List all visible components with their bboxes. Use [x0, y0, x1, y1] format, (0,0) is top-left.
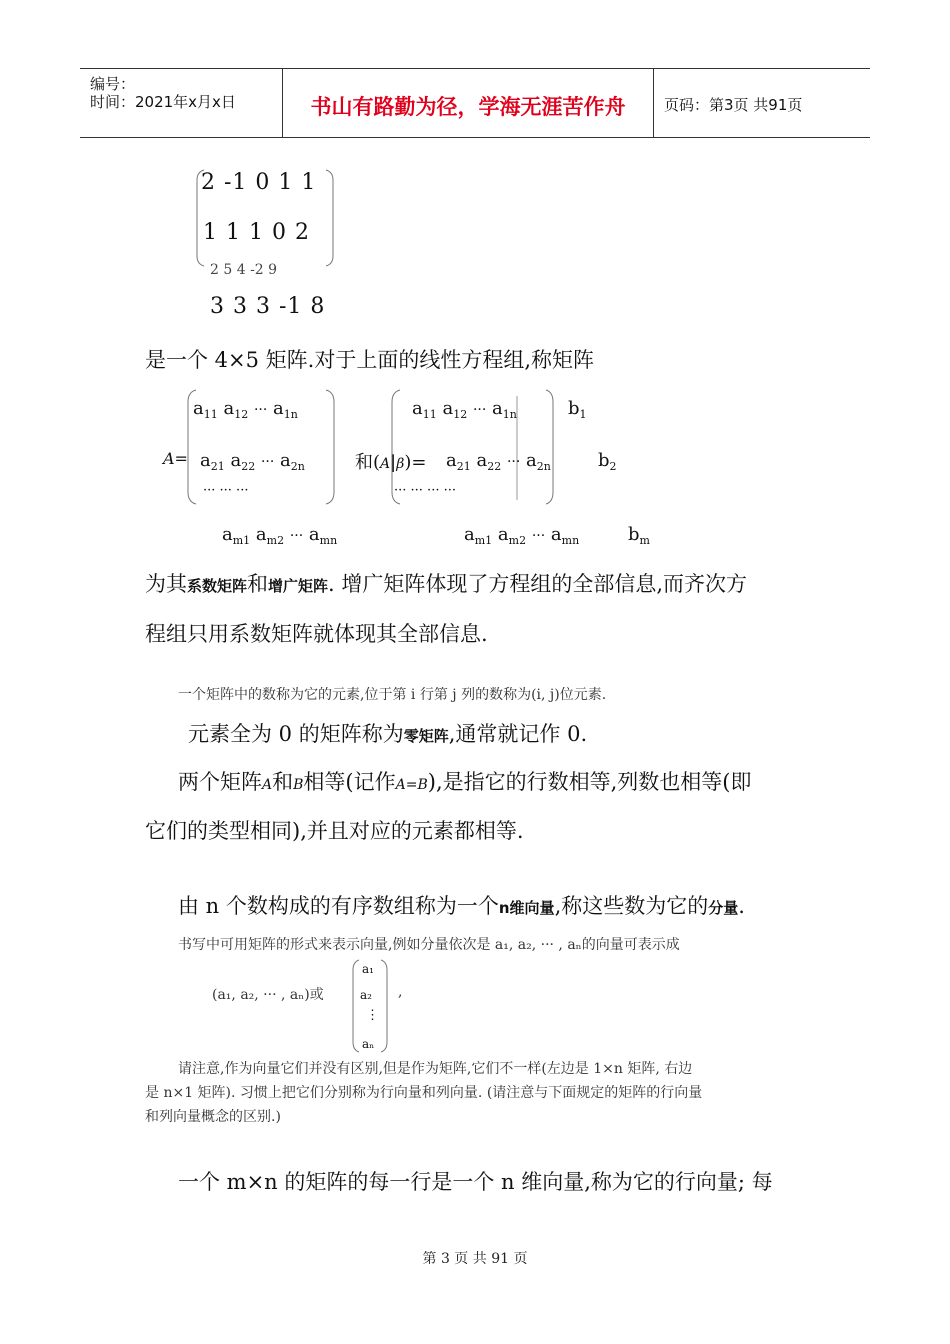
paragraph-vector-definition: 由 n 个数构成的有序数组称为一个n维向量,称这些数为它的分量.	[178, 894, 745, 918]
paragraph-matrix-names: 为其系数矩阵和增广矩阵. 增广矩阵体现了方程组的全部信息,而齐次方	[145, 572, 748, 596]
paragraph-element-definition: 一个矩阵中的数称为它的元素,位于第 i 行第 j 列的数称为(i, j)位元素.	[178, 687, 607, 703]
aug-row-m: $a_{m1}$ $a_{m2}$ ··· $a_{mn}$	[464, 524, 580, 547]
aug-bm: $b_m$	[628, 524, 650, 547]
coef-row-2: $a_{21}$ $a_{22}$ ··· $a_{2n}$	[200, 450, 305, 473]
document-number-label: 编号：	[90, 75, 136, 93]
matrix-row-1: 2 -1 0 1 1	[201, 170, 317, 195]
coefficient-matrix-label: A=	[163, 449, 188, 468]
matrix-row-2: 1 1 1 0 2	[203, 220, 310, 245]
header-motto-cell	[283, 69, 654, 137]
paragraph-vector-notation: 书写中可用矩阵的形式来表示向量,例如分量依次是 a₁, a₂, ··· , aₙ的向量可表示成	[178, 937, 680, 953]
paragraph-row-vector: 一个 m×n 的矩阵的每一行是一个 n 维向量,称为它的行向量; 每	[178, 1170, 773, 1194]
document-header	[80, 68, 870, 138]
column-vector-comma: ,	[398, 984, 403, 1000]
page-footer: 第 3 页 共 91 页	[422, 1251, 528, 1267]
paragraph-note-line1: 请注意,作为向量它们并没有区别,但是作为矩阵,它们不一样(左边是 1×n 矩阵, 右边	[178, 1061, 693, 1077]
aug-row-1: $a_{11}$ $a_{12}$ ··· $a_{1n}$	[412, 398, 517, 421]
aug-b2: $b_2$	[598, 450, 617, 473]
matrix-row-3: 2 5 4 -2 9	[210, 262, 278, 278]
coef-row-1: $a_{11}$ $a_{12}$ ··· $a_{1n}$	[193, 398, 298, 421]
header-page-label: 页码：第3页 共91页	[664, 96, 803, 114]
paragraph-matrix-equality: 两个矩阵A和B相等(记作A=B),是指它的行数相等,列数也相等(即	[178, 770, 752, 794]
coef-row-m: $a_{m1}$ $a_{m2}$ ··· $a_{mn}$	[222, 524, 338, 547]
paragraph-zero-matrix: 元素全为 0 的矩阵称为零矩阵,通常就记作 0.	[188, 722, 588, 746]
column-vector-entry-2: a₂	[360, 988, 372, 1002]
row-vector-example: (a₁, a₂, ··· , aₙ)或	[212, 987, 324, 1003]
matrix-row-4: 3 3 3 -1 8	[210, 294, 326, 319]
aug-b1: $b_1$	[568, 398, 587, 421]
header-motto: 书山有路勤为径，学海无涯苦作舟	[310, 95, 626, 119]
paragraph-note-line3: 和列向量概念的区别.)	[145, 1109, 281, 1125]
aug-row-2: $a_{21}$ $a_{22}$ ··· $a_{2n}$	[446, 450, 551, 473]
header-page-cell	[654, 69, 870, 137]
paragraph-matrix-equality-line2: 它们的类型相同),并且对应的元素都相等.	[145, 819, 524, 843]
document-time-label: 时间：2021年x月x日	[90, 93, 236, 111]
matrix-type-sentence: 是一个 4×5 矩阵.对于上面的线性方程组,称矩阵	[145, 348, 595, 372]
header-info-cell	[80, 69, 283, 137]
augmented-matrix-label: 和(A|β)=	[355, 452, 427, 473]
aug-row-dots: ··· ··· ··· ···	[394, 483, 456, 498]
paragraph-matrix-names-line2: 程组只用系数矩阵就体现其全部信息.	[145, 622, 488, 646]
column-vector-vdots: ⋮	[366, 1008, 379, 1023]
coef-row-dots: ··· ··· ···	[203, 483, 249, 498]
paragraph-note-line2: 是 n×1 矩阵). 习惯上把它们分别称为行向量和列向量. (请注意与下面规定的矩阵的行向量	[145, 1085, 703, 1101]
column-vector-entry-1: a₁	[362, 962, 374, 976]
column-vector-entry-n: aₙ	[362, 1037, 375, 1051]
